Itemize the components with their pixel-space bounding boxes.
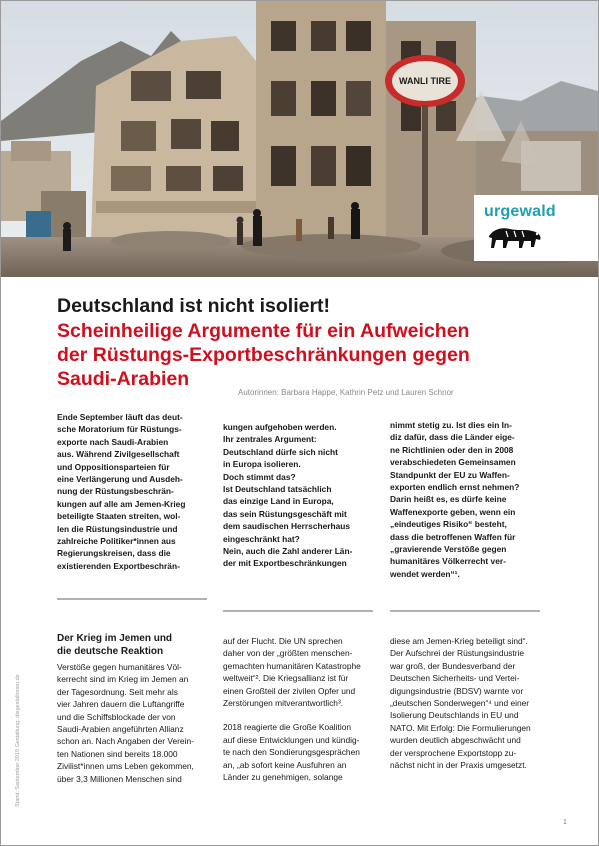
text-line: und die Schiffsblockade der von <box>57 711 176 722</box>
text-line: diese am Jemen-Krieg beteiligt sind“. <box>390 636 528 646</box>
text-line: Deutschen Sicherheits- und Vertei- <box>390 673 520 684</box>
text-line: Zivilist*innen ums Leben gekommen, <box>57 761 194 772</box>
text-line: der versprochene Exportstopp zu- <box>390 747 517 758</box>
text-line: nimmt stetig zu. Ist dies ein In- <box>390 420 512 430</box>
text-line: eine Verlängerung und Ausdeh- <box>57 474 183 485</box>
text-line: Nein, auch die Zahl anderer Län- <box>223 546 353 557</box>
text-line: beteiligte Staaten streiten, wol- <box>57 511 181 522</box>
body-column-2 <box>223 635 373 783</box>
text-line: Doch stimmt das? <box>223 471 296 482</box>
text-line: sche Moratorium für Rüstungs- <box>57 424 182 435</box>
text-line: humanitäres Völkerrecht ver- <box>390 556 506 567</box>
text-line: der Tagesordnung. Seit mehr als <box>57 686 178 697</box>
logo-wordmark: urgewald <box>484 203 556 220</box>
text-line: kungen aufgehoben werden. <box>223 422 337 432</box>
text-line: daher von der „größten menschen- <box>223 648 353 659</box>
text-line: diz dafür, dass die Länder eige- <box>390 432 515 443</box>
text-line: Zerstörungen mitverantwortlich³. <box>223 698 344 709</box>
text-line: Verstöße gegen humanitäres Völ- <box>57 662 182 672</box>
page-number: 1 <box>563 819 567 826</box>
text-line: te nach den Sondierungsgesprächen <box>223 747 360 758</box>
hero-sign-text: WANLI TIRE <box>399 76 451 86</box>
subheadline-line: der Rüstungs-Exportbeschränkungen gegen <box>57 344 470 366</box>
text-line: dem saudischen Herrscherhaus <box>223 521 351 532</box>
text-line: „gravierende Verstöße gegen <box>390 544 507 555</box>
text-line: Ihr zentrales Argument: <box>223 434 317 445</box>
text-line: der mit Exportbeschränkungen <box>223 558 347 569</box>
text-line: „eindeutiges Risiko“ besteht, <box>390 519 507 530</box>
text-line: wurden deutlich abgeschwächt und <box>390 735 521 746</box>
text-line: exporte nach Saudi-Arabien <box>57 436 169 447</box>
text-line: in Europa isolieren. <box>223 459 301 470</box>
text-line: über 3,3 Millionen Menschen sind <box>57 773 182 784</box>
section-heading-line: die deutsche Reaktion <box>57 646 164 657</box>
body-column-3 <box>390 635 540 771</box>
text-line: vier Jahren dauern die Luftangriffe <box>57 699 185 710</box>
authors-line: Autorinnen: Barbara Happe, Kathrin Petz und Lauren Schnor <box>238 388 454 397</box>
text-line: nung der Rüstungsbeschrän- <box>57 486 174 497</box>
text-line: Ist Deutschland tatsächlich <box>223 484 332 495</box>
text-line: digungsindustrie (BDSV) warnte vor <box>390 685 524 696</box>
text-line: zahlreiche Politiker*innen aus <box>57 536 176 547</box>
section-heading-line: Der Krieg im Jemen und <box>57 633 173 644</box>
text-line: dass die betroffenen Waffen für <box>390 531 516 542</box>
sidebar-credit: Stand: September 2019 Gestaltung: diegestaltonen.de <box>15 674 21 807</box>
body-column-1 <box>57 661 207 785</box>
text-line: „deutschen Sonderwegen“⁴ und einer <box>390 698 530 709</box>
text-line: wendet werden“¹. <box>390 568 460 579</box>
paragraph-gap <box>223 709 373 721</box>
text-line: eingeschränkt hat? <box>223 533 300 544</box>
headline: Deutschland ist nicht isoliert! <box>57 295 331 317</box>
text-line: Der Aufschrei der Rüstungsindustrie <box>390 648 525 659</box>
subheadline-line: Saudi-Arabien <box>57 368 190 390</box>
text-line: existierenden Exportbeschrän- <box>57 560 180 571</box>
text-line: NATO. Mit Erfolg: Die Formulierungen <box>390 722 531 733</box>
subheadline-line: Scheinheilige Argumente für ein Aufweichen <box>57 320 470 342</box>
text-line: aus. Während Zivilgesellschaft <box>57 449 180 460</box>
text-line: kerrecht sind im Krieg im Jemen an <box>57 674 189 685</box>
text-line: das einzige Land in Europa, <box>223 496 334 507</box>
text-line: einen Großteil der zivilen Opfer und <box>223 685 356 696</box>
text-line: war groß, der Bundesverband der <box>390 660 516 671</box>
text-line: schon an. Nach Angaben der Verein- <box>57 736 194 747</box>
text-line: len die Rüstungsindustrie und <box>57 523 178 534</box>
text-line: Ende September läuft das deut- <box>57 412 183 422</box>
text-line: Waffenexporte geben, wenn ein <box>390 506 516 517</box>
text-line: an, „ab sofort keine Ausfuhren an <box>223 759 347 770</box>
text-line: verabschiedeten Gemeinsamen <box>390 457 516 468</box>
text-line: ne Richtlinien oder den in 2008 <box>390 444 514 455</box>
text-line: ten Nationen sind bereits 18.000 <box>57 748 178 759</box>
text-line: gemachten humanitären Katastrophe <box>223 660 361 671</box>
text-line: nächst nicht in der Praxis umgesetzt. <box>390 760 527 771</box>
text-line: Deutschland dürfe sich nicht <box>223 446 338 457</box>
section-heading <box>57 632 207 658</box>
text-line: Saudi-Arabien angeführten Allianz <box>57 724 184 735</box>
text-line: kungen auf alle am Jemen-Krieg <box>57 498 186 509</box>
text-line: Darin heißt es, es dürfe keine <box>390 494 507 505</box>
text-line: Länder zu genehmigen, solange <box>223 772 343 783</box>
text-line: und Oppositionsparteien für <box>57 461 170 472</box>
text-line: exporten endlich ernst nehmen? <box>390 482 520 493</box>
text-line: weltweit“². Die Kriegsallianz ist für <box>223 673 349 684</box>
text-line: das sein Rüstungsgeschäft mit <box>223 508 347 519</box>
text-line: auf der Flucht. Die UN sprechen <box>223 636 343 646</box>
text-line: 2018 reagierte die Große Koalition <box>223 722 352 733</box>
text-line: Standpunkt der EU zu Waffen- <box>390 469 510 480</box>
text-line: Isolierung Deutschlands in EU und <box>390 710 519 721</box>
text-line: auf diese Entwicklungen und kündig- <box>223 734 360 745</box>
text-line: Regierungskreisen, dass die <box>57 548 171 559</box>
